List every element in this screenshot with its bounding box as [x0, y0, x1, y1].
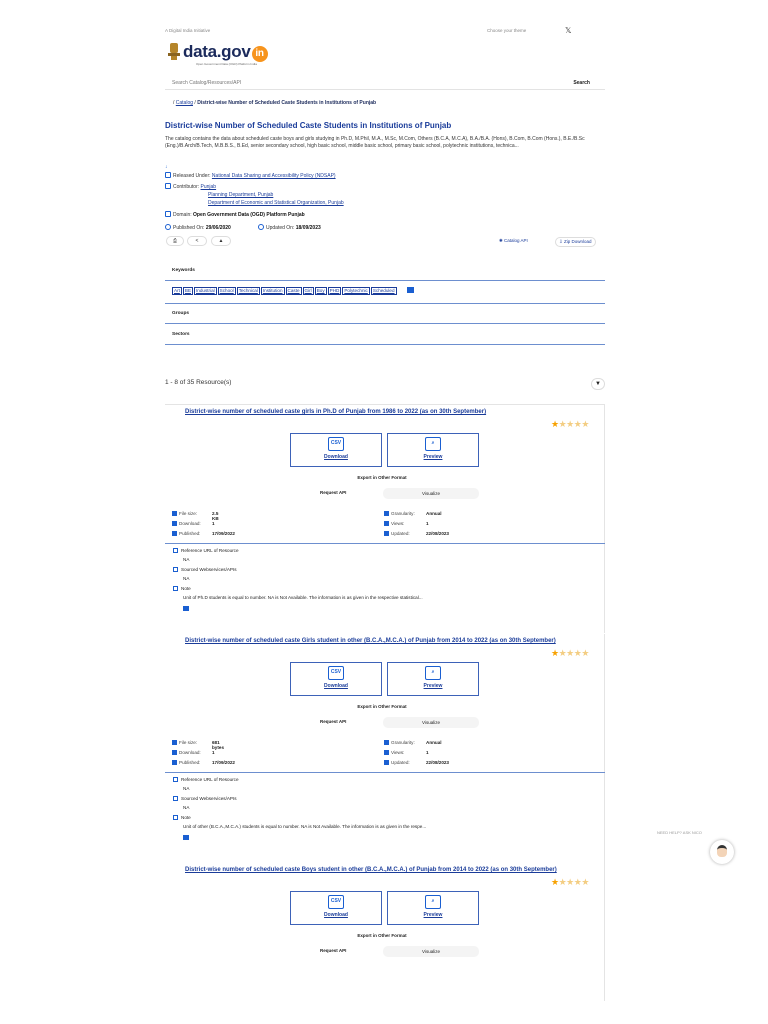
- contributor-icon: [165, 183, 171, 189]
- updated-date-icon: [384, 531, 389, 536]
- published-date-icon: [172, 760, 177, 765]
- sourced-value: NA: [183, 576, 190, 581]
- search-bar: [165, 76, 605, 90]
- request-api-button[interactable]: Request API: [320, 490, 347, 495]
- keyword-list: [172, 287, 602, 295]
- filter-button[interactable]: [591, 378, 605, 390]
- more-info-button[interactable]: [183, 835, 189, 840]
- resource-title[interactable]: District-wise number of scheduled caste girls in Ph.D of Punjab from 1986 to 2022 (as on 30th September): [185, 409, 487, 415]
- stat-views: Views: 1: [384, 521, 404, 529]
- csv-icon: CSV: [328, 895, 344, 909]
- note-row: Note: [173, 815, 191, 820]
- logo-badge: in: [252, 46, 268, 62]
- preview-icon: ⌕: [425, 666, 441, 680]
- national-emblem-icon: [167, 41, 181, 63]
- download-label: Download: [324, 454, 348, 460]
- stat-updated-date: Updated: 22/08/2023: [384, 760, 410, 768]
- top-bar: [165, 28, 605, 36]
- stat-published-date: Published: 17/09/2022: [172, 760, 200, 768]
- keywords-divider: [165, 298, 605, 304]
- resource-card: [165, 863, 605, 1001]
- star-icon: ★: [558, 877, 567, 887]
- stat-file-size: File size: 2.5 KB: [172, 511, 197, 519]
- rating-stars[interactable]: [551, 648, 589, 659]
- views-icon: [384, 750, 389, 755]
- assistant-avatar-icon: [717, 845, 727, 857]
- star-icon: ★: [581, 648, 589, 658]
- sourced-row: Sourced Webservices/APIs: [173, 567, 237, 572]
- preview-icon: ⌕: [425, 437, 441, 451]
- domain-row: Domain: Open Government Data (OGD) Platform Punjab: [165, 211, 305, 218]
- stat-updated-date: Updated: 22/08/2023: [384, 531, 410, 539]
- sectors-heading[interactable]: Sectors: [165, 330, 605, 345]
- file-size-icon: [172, 511, 177, 516]
- star-icon: ★: [551, 419, 559, 429]
- resource-card: [165, 404, 605, 633]
- contributor-link[interactable]: Planning Department, Punjab: [208, 192, 274, 198]
- api-icon: [173, 796, 178, 801]
- keyword-tag[interactable]: Institution: [262, 288, 283, 293]
- stat-file-size: File size: 681 bytes: [172, 740, 197, 748]
- published-date-icon: [172, 531, 177, 536]
- visualize-button[interactable]: Visualize: [383, 488, 479, 499]
- file-size-icon: [172, 740, 177, 745]
- stat-views: Views: 1: [384, 750, 404, 758]
- clock-icon: [165, 224, 171, 230]
- csv-icon: CSV: [328, 666, 344, 680]
- reference-url-value: NA: [183, 786, 190, 791]
- stat-download-count: Download: 1: [172, 521, 201, 529]
- keyword-tag[interactable]: Caste: [287, 288, 300, 293]
- rating-stars[interactable]: [551, 419, 589, 430]
- stat-granularity: Granularity: Annual: [384, 740, 415, 748]
- views-icon: [384, 521, 389, 526]
- preview-icon: ⌕: [425, 895, 441, 909]
- granularity-icon: [384, 511, 389, 516]
- download-csv-button[interactable]: [290, 891, 382, 925]
- domain-value: Open Government Data (OGD) Platform Punjab: [193, 212, 305, 218]
- gear-icon: ✺: [499, 238, 503, 243]
- zip-download-button[interactable]: ⇩ Zip Download: [555, 237, 596, 247]
- reference-url-row: Reference URL of Resource: [173, 777, 239, 782]
- preview-button[interactable]: [387, 891, 479, 925]
- theme-chooser[interactable]: Choose your theme: [487, 28, 527, 33]
- keyword-tag[interactable]: Girl: [304, 288, 312, 293]
- more-info-button[interactable]: [183, 606, 189, 611]
- preview-label: Preview: [423, 912, 443, 918]
- search-button[interactable]: Search: [573, 80, 590, 86]
- released-under: Released Under: National Data Sharing and Accessibility Policy (NDSAP): [165, 172, 336, 179]
- contributor-row: Contributor: Punjab: [165, 183, 216, 190]
- logo-text: data.gov in: [183, 42, 268, 62]
- granularity-icon: [384, 740, 389, 745]
- star-icon: ★: [573, 648, 582, 658]
- x-social-icon[interactable]: 𝕏: [565, 26, 572, 35]
- notification-button[interactable]: ▲: [211, 236, 231, 246]
- resource-title[interactable]: District-wise number of scheduled caste Girls student in other (B.C.A.,M.C.A.) of Punjab from 2014 to 2022 (as on 30th September): [185, 638, 556, 644]
- breadcrumb-catalog[interactable]: Catalog: [175, 100, 194, 106]
- tagline: A Digital India Initiative: [165, 28, 211, 33]
- sourced-value: NA: [183, 805, 190, 810]
- updated-row: Updated On: 18/09/2023: [258, 224, 321, 231]
- star-icon: ★: [581, 419, 589, 429]
- read-more-icon[interactable]: ↓: [165, 164, 168, 170]
- download-label: Download: [324, 912, 348, 918]
- page-title: District-wise Number of Scheduled Caste Students in Institutions of Punjab: [165, 121, 452, 130]
- sourced-row: Sourced Webservices/APIs: [173, 796, 237, 801]
- filter-icon: ▼: [595, 381, 601, 387]
- preview-button[interactable]: [387, 433, 479, 467]
- keyword-tag[interactable]: PHD: [329, 288, 340, 293]
- chat-assistant-button[interactable]: [710, 840, 734, 864]
- download-csv-button[interactable]: [290, 662, 382, 696]
- keyword-tag[interactable]: BE: [184, 288, 192, 293]
- keywords-heading[interactable]: Keywords: [165, 266, 605, 281]
- visualize-button[interactable]: Visualize: [383, 717, 479, 728]
- star-icon: ★: [573, 419, 582, 429]
- contributor-link[interactable]: Punjab: [200, 184, 217, 190]
- note-icon: [173, 586, 178, 591]
- stat-published-date: Published: 17/09/2022: [172, 531, 200, 539]
- star-icon: ★: [566, 419, 574, 429]
- keyword-tag[interactable]: Art: [174, 288, 180, 293]
- search-input[interactable]: Search Catalog/Resources/API: [172, 80, 242, 86]
- keyword-tag[interactable]: Industrial: [196, 288, 215, 293]
- resource-title[interactable]: District-wise number of scheduled caste Boys student in other (B.C.A.,M.C.A.) of Punjab from 2014 to 2022 (as on 30th September): [185, 867, 557, 873]
- request-api-button[interactable]: Request API: [320, 719, 347, 724]
- star-icon: ★: [566, 877, 574, 887]
- print-button[interactable]: ⎙: [166, 236, 184, 246]
- csv-icon: CSV: [328, 437, 344, 451]
- request-api-button[interactable]: Request API: [320, 948, 347, 953]
- preview-button[interactable]: [387, 662, 479, 696]
- domain-icon: [165, 211, 171, 217]
- keyword-tag[interactable]: Scheduled: [372, 288, 395, 293]
- catalog-description: The catalog contains the data about scheduled caste boys and girls studying in Ph.D, M.Phil, M.A., M.Sc, M.Com, Others (B.C.A, M.C.A), B.A./B.A. (Hons), B.Com, B.Com (Hons.), B.E./B.Sc (Eng.)/B.Arch/B.Tech, M.B.B.S., B.Ed, senior secondary school, high basic school, middle basic school, primary basic school, polytechnic institutions, technica...: [165, 136, 585, 150]
- rating-stars[interactable]: [551, 877, 589, 888]
- note-text: Unit of Ph.D students is equal to number. NA is Not Available. The information is as given in the respective statistical...: [183, 595, 423, 600]
- download-icon: ⇩: [559, 239, 563, 244]
- site-logo[interactable]: [165, 40, 275, 70]
- note-row: Note: [173, 586, 191, 591]
- download-count-icon: [172, 750, 177, 755]
- star-icon: ★: [551, 877, 559, 887]
- link-icon: [173, 548, 178, 553]
- preview-label: Preview: [423, 454, 443, 460]
- share-button[interactable]: <: [187, 236, 207, 246]
- link-icon: [173, 777, 178, 782]
- star-icon: ★: [558, 419, 567, 429]
- preview-label: Preview: [423, 683, 443, 689]
- download-label: Download: [324, 683, 348, 689]
- keyword-tag[interactable]: School: [219, 288, 234, 293]
- resource-count: 1 - 8 of 35 Resource(s): [165, 379, 232, 386]
- more-keywords-button[interactable]: [407, 287, 414, 293]
- ndsap-link[interactable]: National Data Sharing and Accessibility Policy (NDSAP): [211, 173, 336, 179]
- reference-url-row: Reference URL of Resource: [173, 548, 239, 553]
- note-text: Unit of other (B.C.A.,M.C.A.) students is equal to number. NA is Not Available. The information is as given in the respe...: [183, 824, 427, 829]
- resource-details: [165, 772, 605, 852]
- logo-tagline: Open Government Data (OGD) Platform India: [196, 62, 257, 66]
- resource-details: [165, 543, 605, 623]
- stat-granularity: Granularity: Annual: [384, 511, 415, 519]
- download-count-icon: [172, 521, 177, 526]
- api-icon: [173, 567, 178, 572]
- export-format[interactable]: Export in Other Format: [357, 704, 407, 709]
- reference-url-value: NA: [183, 557, 190, 562]
- breadcrumb: / Catalog / District-wise Number of Scheduled Caste Students in Institutions of Punjab: [173, 100, 377, 106]
- download-csv-button[interactable]: [290, 433, 382, 467]
- star-icon: ★: [566, 648, 574, 658]
- star-icon: ★: [558, 648, 567, 658]
- breadcrumb-current: District-wise Number of Scheduled Caste Students in Institutions of Punjab: [197, 100, 377, 106]
- updated-date-icon: [384, 760, 389, 765]
- visualize-button[interactable]: Visualize: [383, 946, 479, 957]
- star-icon: ★: [581, 877, 589, 887]
- export-format[interactable]: Export in Other Format: [357, 933, 407, 938]
- export-format[interactable]: Export in Other Format: [357, 475, 407, 480]
- star-icon: ★: [573, 877, 582, 887]
- resource-card: [165, 634, 605, 863]
- note-icon: [173, 815, 178, 820]
- star-icon: ★: [551, 648, 559, 658]
- keyword-tag[interactable]: Technical: [238, 288, 258, 293]
- published-row: Published On: 29/06/2020: [165, 224, 231, 231]
- stat-download-count: Download: 1: [172, 750, 201, 758]
- catalog-api-button[interactable]: ✺ Catalog API: [499, 238, 528, 243]
- contributor-link[interactable]: Department of Economic and Statistical Organization, Punjab: [208, 200, 344, 206]
- keyword-tag[interactable]: Boy: [316, 288, 325, 293]
- groups-heading[interactable]: Groups: [165, 309, 605, 324]
- refresh-icon: [258, 224, 264, 230]
- license-icon: [165, 172, 171, 178]
- keyword-tag[interactable]: Polytechnic: [344, 288, 368, 293]
- help-label: NEED HELP? ASK NICO: [657, 830, 702, 835]
